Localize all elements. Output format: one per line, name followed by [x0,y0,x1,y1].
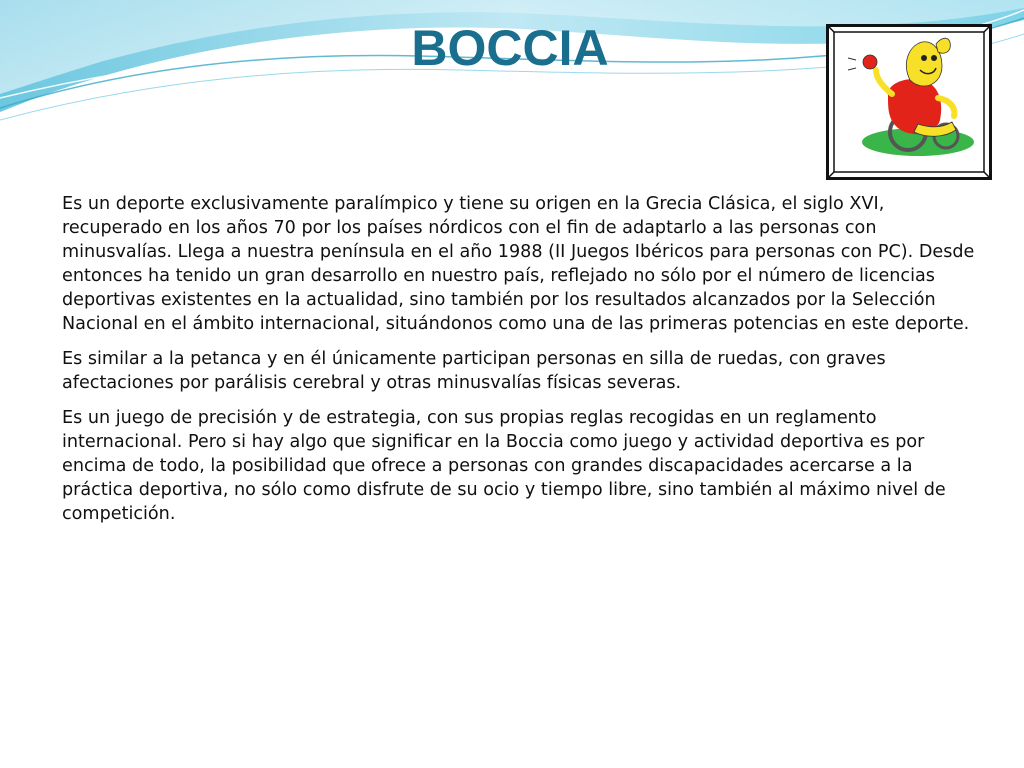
slide-body [62,192,982,537]
paragraph-participants: Es similar a la petanca y en él únicamente participan personas en silla de ruedas, con graves afectaciones por parálisis cerebral y otras minusvalías físicas severas. [62,349,886,393]
mascot-picture [826,24,992,180]
paragraph-precision: Es un juego de precisión y de estrategia, con sus propias reglas recogidas en un reglamento internacional. Pero si hay algo que significar en la Boccia como juego y actividad deportiva es por encima de todo, la posibilidad que ofrece a personas con grandes discapacidades acercarse a la práctica deportiva, no sólo como disfrute de su ocio y tiempo libre, sino también al máximo nivel de competición. [62,408,946,524]
slide-title: BOCCIA [411,20,609,76]
paragraph-origin: Es un deporte exclusivamente paralímpico y tiene su origen en la Grecia Clásica, el siglo XVI, recuperado en los años 70 por los países nórdicos con el fin de adaptarlo a las personas con minusvalías. Llega a nuestra península en el año 1988 (II Juegos Ibéricos para personas con PC). Desde entonces ha tenido un gran desarrollo en nuestro país, reflejado no sólo por el número de licencias deportivas existentes en la actualidad, sino también por los resultados alcanzados por la Selección Nacional en el ámbito internacional, situándonos como una de las primeras potencias en este deporte. [62,194,975,334]
